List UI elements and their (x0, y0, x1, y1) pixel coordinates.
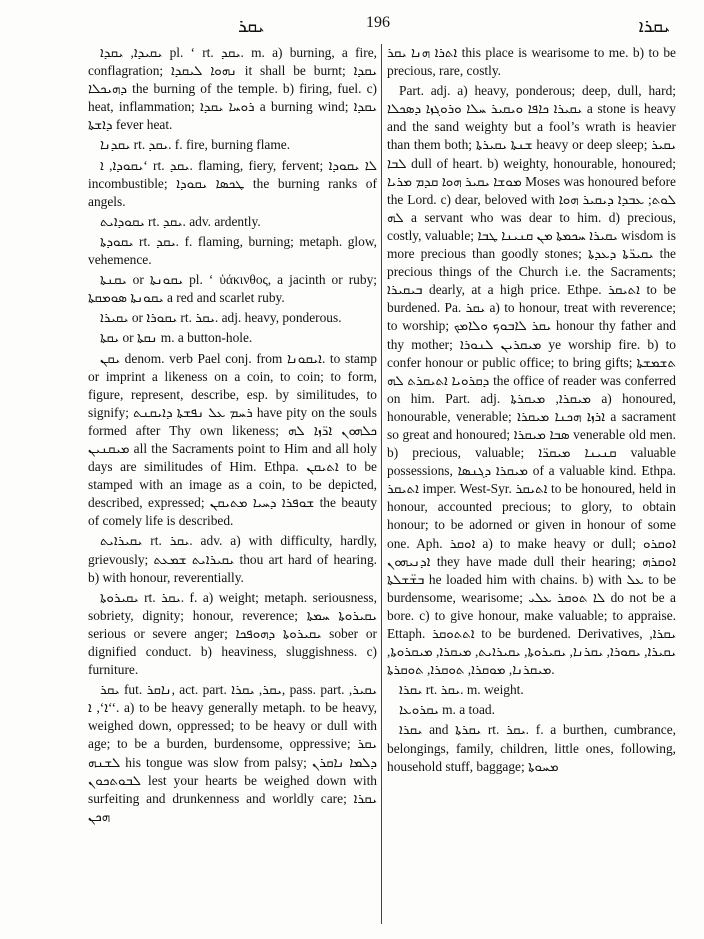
running-head-right: ܝܩܪܐ (638, 16, 670, 37)
dictionary-entry: ܝܩܪܐ and ܝܩܪܬܐ rt. ܝܩܪ. f. a burthen, cumbrance, belongings, family, children, little ones, following, household stuff, baggage; ܡܚܘܬܐ (387, 722, 676, 774)
left-column (88, 44, 377, 826)
dictionary-entry: ܝܩܝܪܐ or ܝܩܘܪܐ rt. ܝܩܪ. adj. heavy, ponderous. (100, 310, 342, 326)
dictionary-entry: ܝܩܪܐ rt. ܝܩܪ. m. weight. (399, 682, 524, 698)
dictionary-entry: ܝܩܘܕܐ, ܐ‘ rt. ܝܩܕ. flaming, fiery, fervent; ܠܐ ܝܩܘܕܐ incombustible; ܛܟܣܐ ܝܩܘܕܐ the burning ranks of angels. (88, 157, 377, 209)
dictionary-entry: Part. adj. a) heavy, ponderous; deep, dull, hard; ܝܩܝܪܐ ܟܐܦܐ ܘܝܩܝܪ ܚܠܐ ܘܪܘܓܙܐ ܕܣܟܠܐ a stone is heavy and the sand weighty but a fool’s wrath is heavier than them both; ܫܢܬܐ ܝܩܝܪܬܐ heavy or deep sleep; ܝܩܝܪ ܠܒܐ dull of heart. b) weighty, honourable, honoured; ܡܘܫܐ ܝܩܝܪ ܗܘܐ ܩܕܡ ܡܪܝܐ Moses was honoured before the Lord. c) dear, beloved with ܠܘܬ; ܥܒܕܐ ܕܝܩܝܪ ܗܘܐ ܠܗ a servant who was dear to him. d) precious, costly, valuable; ܝܩܝܪܐ ܚܟܡܬܐ ܡܢ ܩܢܝܢܐ ܛܒܐ wisdom is more precious than goodly stones; ܝܩܝܪ̈ܬܐ ܕܥܕܬܐ the precious things of the Church i.e. the Sacraments; ܒܝܩܝܪܐ dearly, at a high price. Ethpe. ܐܬܝܩܪ to be burdened. Pa. ܝܩܪ a) to honour, treat with reverence; to worship; ܝܩܪ ܠܐܒܘܟ ܘܠܐܡܟ honour thy father and thy mother; ܡܝܩܪܝܢ ܠܢܘܪܐ ye worship fire. b) to confer honour or public office; to bring gifts; ܬܫܡܫܬܐ ܕܩܪܘܝܐ ܐܬܝܩܪܬ ܠܗ the office of reader was conferred on him. Part. adj. ܡܝܩܪܐ, ܡܝܩܪܬܐ a) honoured, honourable, venerable; ܐܪܙܐ ܗܟܢܐ ܡܝܩܪܐ a sacrament so great and honoured; ܣܒܐ ܡܝܩܪܐ venerable old men. b) precious, valuable; ܩܢܝܢܐ ܡܝܩܪ̈ܐ valuable possessions, ܡܝܩܪܐ ܕܓܢܣܐ of a valuable kind. Ethpa. ܐܬܝܩܪ imper. West-Syr. ܐܬܝܩܪ to be honoured, held in honour, accounted precious; to glory, to obtain honour; to be adorned or given in honour of some one. Aph. ܐܘܩܪ a) to make heavy or dull; ܐܘܩܪܘ ܐܕܢܝܗܘܢ they have made dull their hearing; ܐܘܩܪܗ ܒܫ̈ܫܠܬܐ he loaded him with chains. b) with ܥܠ to be burdensome, wearisome; ܠܐ ܬܘܩܪ ܥܠܝ do not be a bore. c) to give honour, make valuable; to appraise. Ettaph. ܐܬܬܘܩܪ to be burdened. Derivatives, ܝܩܪܐ, ܝܩܝܪܐ, ܝܩܘܪܐ, ܝܩܪܢܐ, ܝܩܝܪܘܬܐ, ܝܩܝܪܐܝܬ, ܡܝܩܪܐ, ܡܝܩܪܘܬܐ, ܡܝܩܪܢܐ, ܡܘܩܪܐ, ܬܘܩܪܐ, ܬܘܩܪܬܐ. (387, 83, 676, 678)
dictionary-entry: ܝܩܝܪܘܬܐ rt. ܝܩܪ. f. a) weight; metaph. seriousness, sobriety, dignity; honour, reverence; ܝܩܝܪܘܬܐ ܚܡܬܐ serious or severe anger; ܝܩܝܪܘܬܐ ܕܗܘܦܟܐ sober or dignified conduct. b) heaviness, sluggishness. c) furniture. (88, 589, 377, 678)
page-number: 196 (366, 14, 390, 31)
dictionary-entry-continued: ܐܬܪܐ ܗܢܐ ܝܩܪ this place is wearisome to me. b) to be precious, rare, costly. (387, 45, 676, 79)
dictionary-entry: ܝܩܘܕܐܝܬ rt. ܝܩܕ. adv. ardently. (100, 213, 261, 229)
dictionary-entry: ܝܩܪܘܥܐ m. a toad. (399, 702, 495, 718)
page-header (58, 10, 670, 40)
column-divider (381, 44, 382, 924)
dictionary-entry: ܝܩܝܪܐܝܬ rt. ܝܩܪ. adv. a) with difficulty, hardly, grievously; ܝܩܝܪܐܝܬ ܫܡܥܬ thou art hard of hearing. b) with honour, reverentially. (88, 533, 377, 585)
dictionary-entry: ܝܩܝܕܐ, ܝܩܕܐ pl. ‘ rt. ܝܩܕ. m. a) burning, a fire, conflagration; ܢܗܘܐ ܠܝܩܕܐ it shall be burnt; ܝܩܕܐ ܕܗܝܟܠܐ the burning of the temple. b) firing, fuel. c) heat, inflammation; ܪܘܚܐ ܝܩܕܐ a burning wind; ܝܩܕܐ ܕܐܫܬܐ fever heat. (88, 45, 377, 133)
dictionary-entry: ܝܩܪ fut. ܢܐܩܪ, act. part. ܝܩܪ, ܝܩܪܐ, pass. part. ܝܩܝܪ, ܐ‘, ܐ‘‘. a) to be heavy generally metaph. to be heavy, weighed down, oppressed; to be heavy or dull with age; to be a burden, burdensome, oppressive; ܝܩܪ ܠܫܢܗ his tongue was slow from palsy; ܕܠܡܐ ܢܐܩܪܢ ܠܒܘܬܟܘܢ lest your hearts be weighed down with surfeiting and drunkenness and worldly care; ܝܩܪܐ ܗܟܢ (88, 682, 377, 824)
dictionary-entry: ܝܩܢܬܐ or ܝܩܘܢܬܐ pl. ‘ ὑάκινθος, a jacinth or ruby; ܝܩܘܢܬܐ ܣܘܡܩܬܐ a red and scarlet ruby. (88, 272, 377, 306)
dictionary-entry: ܝܩܕܢܐ rt. ܝܩܕ. f. fire, burning flame. (100, 137, 291, 153)
dictionary-entry: ܝܩܘܕܬܐ rt. ܝܩܕ. f. flaming, burning; metaph. glow, vehemence. (88, 233, 377, 268)
dictionary-entry: ܝܩܢ denom. verb Pael conj. from ܐܝܩܘܢܐ. to stamp or imprint a likeness on a coin, to coin; to form, figure, represent, describe, esp. by similitudes, to signify; ܪܚܡ ܥܠ ܢܦܫܬܐ ܕܐܝܩܢܬ have pity on the souls formed after Thy own likeness; ܟܠܗܘܢ ܐܪ̈ܙܐ ܠܗ ܡܝܩܢܝܢ all the Sacraments point to Him and all holy days are similitudes of Him. Ethpa. ܐܬܝܩܢ to be stamped with an image as a coin, to be depicted, described, expressed; ܫܘܦܪܐ ܕܚܝܐ ܡܬܝܩܢ the beauty of comely life is described. (88, 350, 378, 529)
dictionary-entry: ܝܩܬܐ or ܢܩܬܐ m. a button-hole. (100, 330, 253, 346)
right-column (387, 44, 676, 776)
running-head-left: ܝܩܪ (238, 16, 265, 37)
